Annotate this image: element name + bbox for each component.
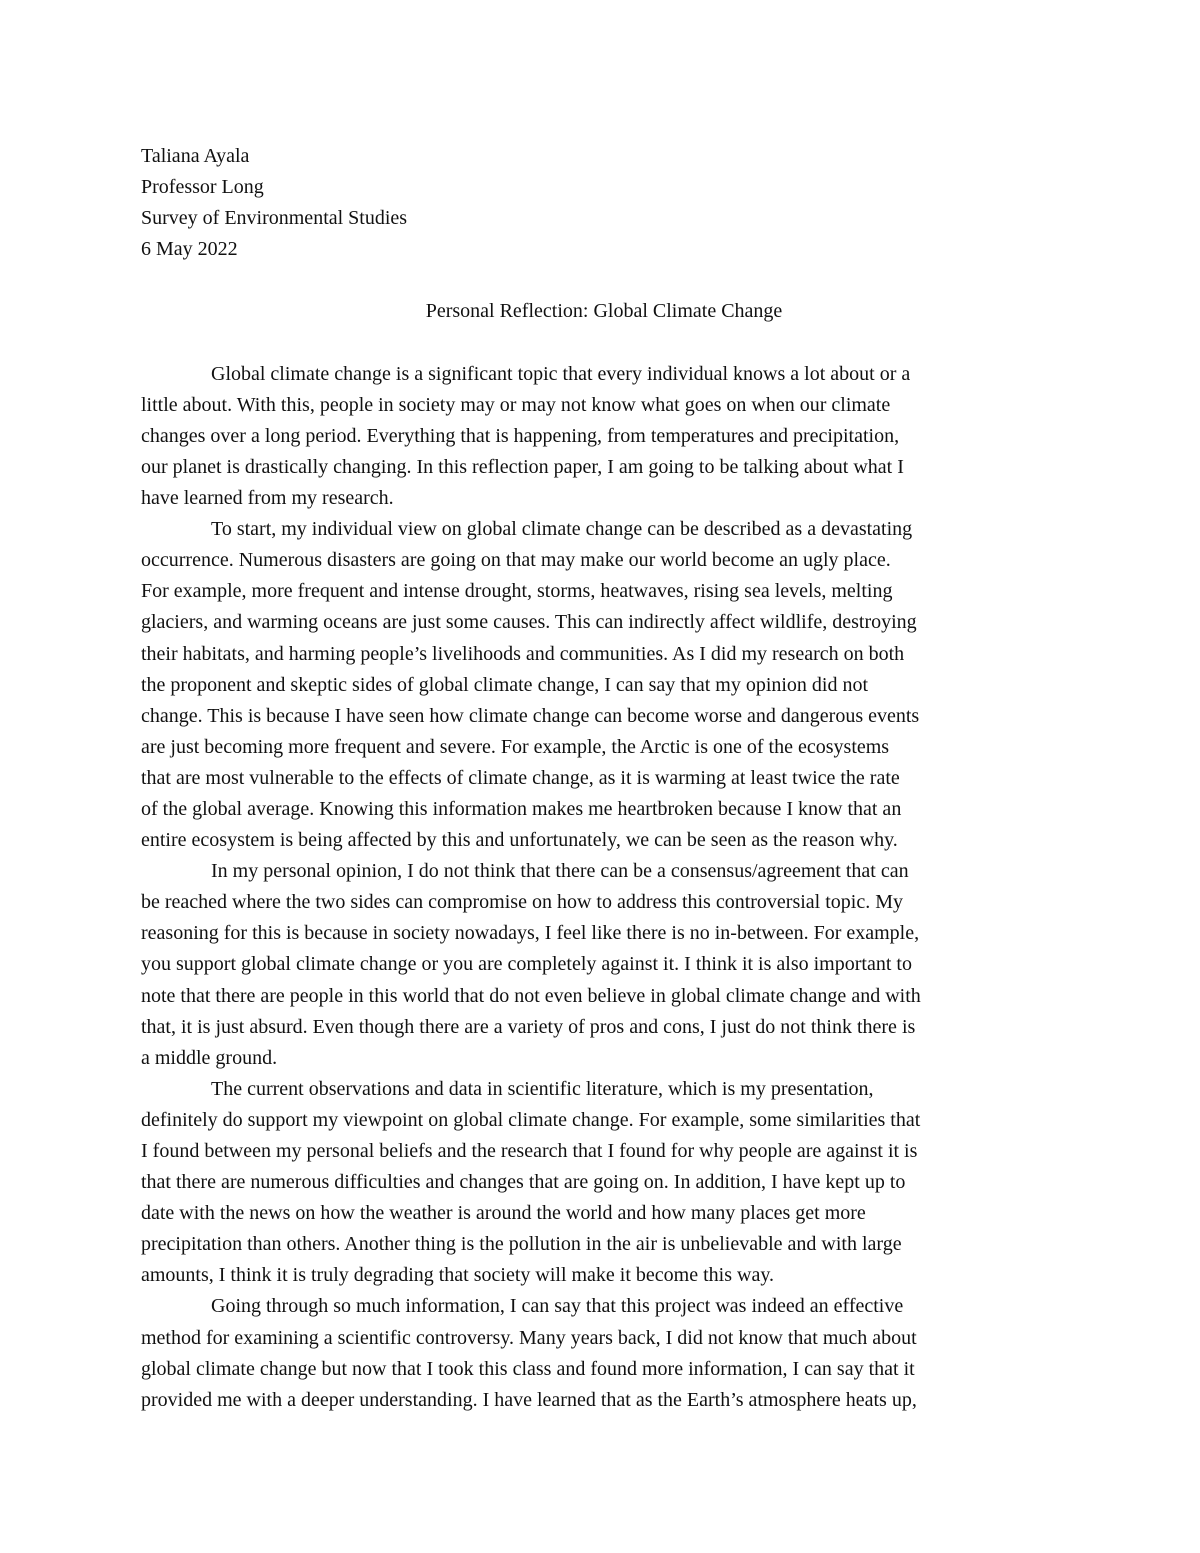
course-name: Survey of Environmental Studies bbox=[141, 207, 408, 230]
paragraph-line: amounts, I think it is truly degrading that society will make it become this way. bbox=[141, 1264, 775, 1287]
paragraph-line: a middle ground. bbox=[141, 1046, 278, 1069]
body-paragraph bbox=[141, 856, 1067, 1074]
paragraph-line: the proponent and skeptic sides of global climate change, I can say that my opinion did not bbox=[141, 673, 869, 696]
body-paragraph bbox=[141, 1074, 1067, 1292]
mla-heading bbox=[141, 141, 1067, 265]
paragraph-line: you support global climate change or you are completely against it. I think it is also important to bbox=[141, 953, 912, 976]
paragraph-line: changes over a long period. Everything that is happening, from temperatures and precipitation, bbox=[141, 424, 900, 447]
paragraph-line: glaciers, and warming oceans are just some causes. This can indirectly affect wildlife, destroying bbox=[141, 611, 917, 634]
paragraph-line: little about. With this, people in society may or may not know what goes on when our climate bbox=[141, 393, 891, 416]
paragraph-line: that there are numerous difficulties and changes that are going on. In addition, I have kept up to bbox=[141, 1171, 906, 1194]
paper-title: Personal Reflection: Global Climate Change bbox=[425, 300, 783, 323]
paragraph-line: To start, my individual view on global climate change can be described as a devastating bbox=[211, 518, 913, 541]
submission-date: 6 May 2022 bbox=[141, 238, 238, 261]
paragraph-line: their habitats, and harming people’s livelihoods and communities. As I did my research on both bbox=[141, 642, 905, 665]
paragraph-line: The current observations and data in scientific literature, which is my presentation, bbox=[211, 1077, 874, 1100]
paragraph-line: of the global average. Knowing this information makes me heartbroken because I know that an bbox=[141, 797, 902, 820]
paragraph-line: have learned from my research. bbox=[141, 487, 394, 510]
body-paragraph bbox=[141, 1291, 1067, 1415]
paragraph-line: are just becoming more frequent and severe. For example, the Arctic is one of the ecosystems bbox=[141, 735, 890, 758]
paragraph-line: our planet is drastically changing. In this reflection paper, I am going to be talking about what I bbox=[141, 455, 904, 478]
paragraph-line: entire ecosystem is being affected by this and unfortunately, we can be seen as the reason why. bbox=[141, 829, 898, 852]
paragraph-line: date with the news on how the weather is around the world and how many places get more bbox=[141, 1202, 866, 1225]
paper-paragraphs bbox=[141, 359, 1067, 1416]
paragraph-line: provided me with a deeper understanding. I have learned that as the Earth’s atmosphere heats up, bbox=[141, 1388, 917, 1411]
instructor-name: Professor Long bbox=[141, 176, 264, 199]
paragraph-line: that are most vulnerable to the effects of climate change, as it is warming at least twice the rate bbox=[141, 766, 900, 789]
paragraph-line: I found between my personal beliefs and the research that I found for why people are against it is bbox=[141, 1140, 918, 1162]
paragraph-line: change. This is because I have seen how climate change can become worse and dangerous events bbox=[141, 704, 920, 727]
body-paragraph bbox=[141, 514, 1067, 856]
paragraph-line: For example, more frequent and intense drought, storms, heatwaves, rising sea levels, melting bbox=[141, 580, 893, 603]
paragraph-line: that, it is just absurd. Even though there are a variety of pros and cons, I just do not think there is bbox=[141, 1015, 916, 1038]
body-paragraph bbox=[141, 359, 1067, 514]
document-body bbox=[141, 141, 1067, 1416]
paragraph-line: Global climate change is a significant topic that every individual knows a lot about or a bbox=[211, 362, 911, 385]
paragraph-line: be reached where the two sides can compromise on how to address this controversial topic. My bbox=[141, 891, 904, 914]
paragraph-line: occurrence. Numerous disasters are going on that may make our world become an ugly place. bbox=[141, 549, 891, 572]
paragraph-line: In my personal opinion, I do not think that there can be a consensus/agreement that can bbox=[211, 860, 909, 883]
paragraph-line: reasoning for this is because in society nowadays, I feel like there is no in-between. For example, bbox=[141, 922, 920, 945]
paragraph-line: note that there are people in this world that do not even believe in global climate change and with bbox=[141, 984, 921, 1007]
author-name: Taliana Ayala bbox=[141, 145, 250, 167]
paragraph-line: global climate change but now that I took this class and found more information, I can say that it bbox=[141, 1357, 915, 1380]
paragraph-line: definitely do support my viewpoint on global climate change. For example, some similarities that bbox=[141, 1108, 921, 1131]
paragraph-line: precipitation than others. Another thing is the pollution in the air is unbelievable and with large bbox=[141, 1233, 902, 1256]
paragraph-line: Going through so much information, I can say that this project was indeed an effective bbox=[211, 1295, 904, 1318]
paragraph-line: method for examining a scientific controversy. Many years back, I did not know that much about bbox=[141, 1326, 917, 1349]
